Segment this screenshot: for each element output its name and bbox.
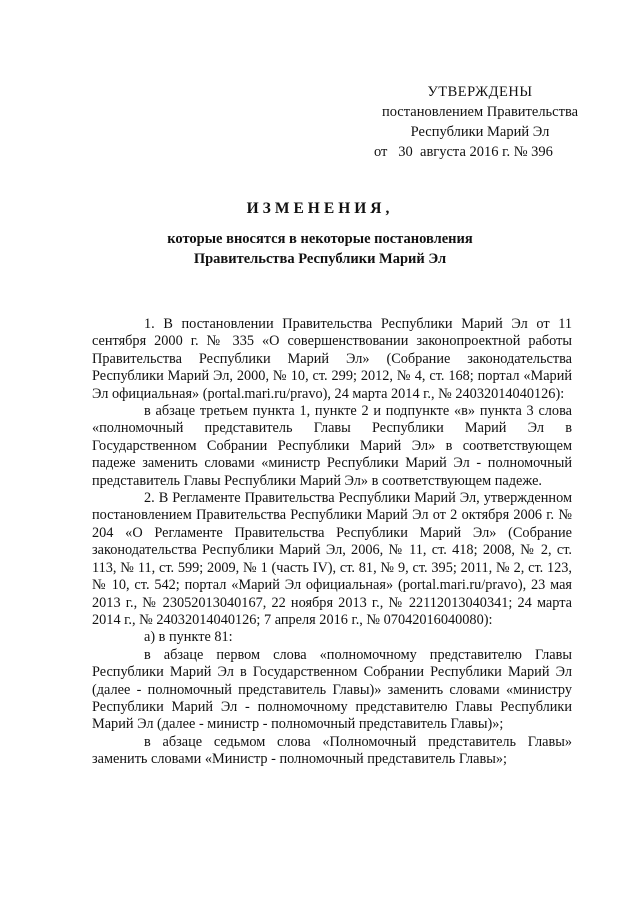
paragraph-2: в абзаце третьем пункта 1, пункте 2 и подпункте «в» пункта 3 слова «полномочный представитель Главы Республики Марий Эл в Государственном Собрании Республики Марий Эл» в соответствующем падеже заменить словами «министр Республики Марий Эл - полномочный представитель Главы Республики Марий Эл» в соответствующем падеже. xyxy=(92,403,572,489)
paragraph-3: 2. В Регламенте Правительства Республики Марий Эл, утвержденном постановлением Правительства Республики Марий Эл от 2 октября 2006 г. № 204 «О Регламенте Правительства Республики Марий Эл» (Собрание законодательства Республики Марий Эл, 2006, № 11, ст. 418; 2008, № 2, ст. 113, № 11, ст. 599; 2009, № 1 (часть IV), ст. 81, № 9, ст. 395; 2011, № 2, ст. 123, № 10, ст. 542; портал «Марий Эл официальная» (portal.mari.ru/pravo), 23 мая 2013 г., № 23052013040167, 22 ноября 2013 г., № 22112013040341; 24 марта 2014 г., № 24032014040126; 7 апреля 2016 г., № 07042016040080): xyxy=(92,490,572,628)
approval-heading: УТВЕРЖДЕНЫ xyxy=(427,84,533,100)
paragraph-6: в абзаце седьмом слова «Полномочный представитель Главы» заменить словами «Министр - полномочный представитель Главы»; xyxy=(92,733,572,768)
paragraph-1: 1. В постановлении Правительства Республики Марий Эл от 11 сентября 2000 г. № 335 «О совершенствовании законопроектной работы Правительства Республики Марий Эл» (Собрание законодательства Республики Марий Эл, 2000, № 10, ст. 299; 2012, № 4, ст. 168; портал «Марий Эл официальная» (portal.mari.ru/pravo), 24 марта 2014 г., № 24032014040126): xyxy=(92,316,572,402)
approval-block xyxy=(360,82,600,162)
document-subtitle xyxy=(0,229,640,269)
approval-line-resolution: постановлением Правительства xyxy=(381,104,579,120)
subtitle-line-1: которые вносятся в некоторые постановления xyxy=(167,231,473,247)
approval-date: от 30 августа 2016 г. № 396 xyxy=(374,144,553,160)
paragraph-5: в абзаце первом слова «полномочному представителю Главы Республики Марий Эл в Государственном Собрании Республики Марий Эл (далее - полномочный представитель Главы)» заменить словами «министру Республики Марий Эл - полномочному представителю Главы Республики Марий Эл (далее - министр - полномочный представитель Главы)»; xyxy=(92,646,572,733)
subtitle-line-2: Правительства Республики Марий Эл xyxy=(193,251,447,267)
approval-line-republic: Республики Марий Эл xyxy=(410,124,550,140)
paragraph-4: а) в пункте 81: xyxy=(144,629,233,646)
document-body xyxy=(92,316,572,769)
document-title: ИЗМЕНЕНИЯ, xyxy=(246,200,394,217)
